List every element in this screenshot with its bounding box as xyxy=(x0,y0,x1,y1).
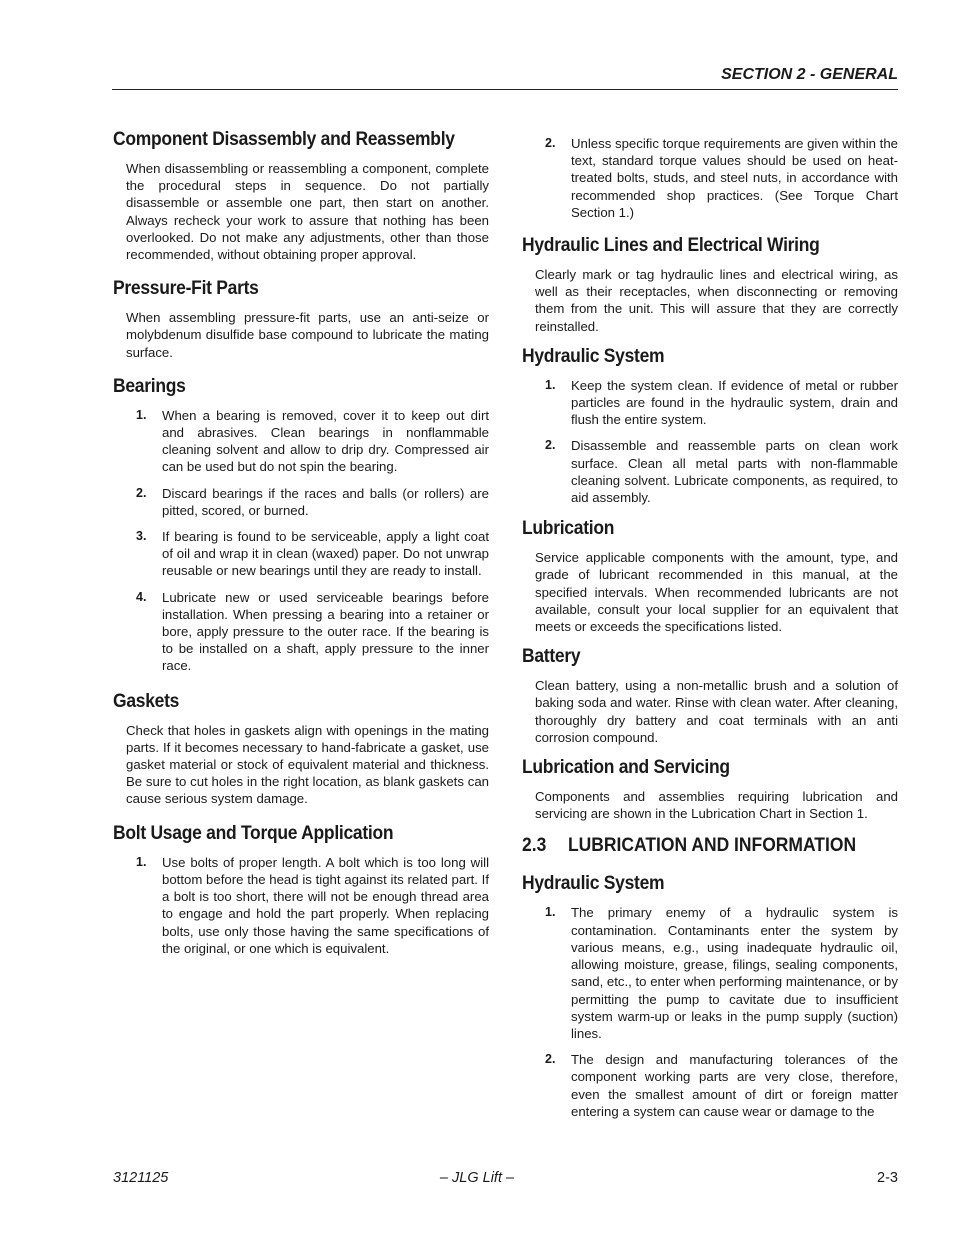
bearings-list xyxy=(113,407,489,675)
list-number: 1. xyxy=(136,854,147,869)
paragraph-gaskets: Check that holes in gaskets align with openings in the mating parts. If it becomes necessary to hand-fabricate a gasket, use gasket material or stock of equivalent material and thickness. Be sure to cut holes in the right location, as blank gaskets can cause serious system damage. xyxy=(126,722,489,807)
bolt-usage-list xyxy=(113,854,489,957)
list-text: When a bearing is removed, cover it to keep out dirt and abrasives. Clean bearings in nonflammable cleaning solvent and allow to drip dry. Compressed air can be used but do not spin the bearing. xyxy=(162,407,489,475)
list-text: Use bolts of proper length. A bolt which is too long will bottom before the head is tight against its related part. If a bolt is too short, there will not be enough thread area to engage and hold the part properly. When replacing bolts, use only those having the same specifications of the original, or one which is equivalent. xyxy=(162,854,489,956)
list-text: Lubricate new or used serviceable bearings before installation. When pressing a bearing into a retainer or bore, apply pressure to the outer race. If the bearing is to be installed on a shaft, apply pressure to the inner race. xyxy=(162,589,489,674)
list-item xyxy=(522,904,898,1042)
bolt-usage-list-continued xyxy=(522,135,898,221)
doc-number: 3121125 xyxy=(113,1170,169,1186)
section-title: LUBRICATION AND INFORMATION xyxy=(568,835,857,857)
list-item xyxy=(113,485,489,519)
list-item xyxy=(113,854,489,957)
list-item xyxy=(113,589,489,675)
heading-hydraulic-system: Hydraulic System xyxy=(522,345,665,367)
hydraulic-system-list xyxy=(522,377,898,506)
list-number: 4. xyxy=(136,589,147,604)
heading-lubrication-servicing: Lubrication and Servicing xyxy=(522,757,730,779)
heading-hydraulic-system-2: Hydraulic System xyxy=(522,873,665,895)
right-column xyxy=(522,135,898,1129)
list-number: 2. xyxy=(545,136,556,150)
list-item xyxy=(522,135,898,221)
list-text: The primary enemy of a hydraulic system is contamination. Contaminants enter the system by various means, e.g., using inadequate hydraulic oil, allowing moisture, grease, filings, sealing components, sand, etc., to enter when performing maintenance, or by permitting the pump to cavitate due to insufficient system warm-up or leaks in the pump supply (suction) lines. xyxy=(571,905,898,1041)
left-column xyxy=(113,128,489,966)
list-text: The design and manufacturing tolerances of the component working parts are very close, therefore, even the smallest amount of dirt or foreign matter entering a system can cause wear or damage to the xyxy=(571,1052,898,1119)
paragraph-lubrication: Service applicable components with the amount, type, and grade of lubricant recommended in this manual, at the specified intervals. When recommended lubricants are not available, consult your local supplier for an equivalent that meets or exceeds the specifications listed. xyxy=(535,550,898,635)
list-number: 2. xyxy=(545,1052,556,1067)
paragraph-lubrication-servicing: Components and assemblies requiring lubrication and servicing are shown in the Lubrication Chart in Section 1. xyxy=(535,789,898,822)
heading-bolt-usage: Bolt Usage and Torque Application xyxy=(113,822,394,844)
list-item xyxy=(522,377,898,429)
heading-hydraulic-lines: Hydraulic Lines and Electrical Wiring xyxy=(522,235,820,257)
list-text: If bearing is found to be serviceable, apply a light coat of oil and wrap it in clean (waxed) paper. Do not unwrap reusable or new bearings until they are ready to install. xyxy=(162,529,489,579)
list-text: Discard bearings if the races and balls (or rollers) are pitted, scored, or burned. xyxy=(162,485,489,518)
list-number: 3. xyxy=(136,529,147,544)
footer-brand: – JLG Lift – xyxy=(439,1170,515,1186)
list-text: Disassemble and reassemble parts on clean work surface. Clean all metal parts with non-flammable cleaning solvent. Lubricate components, as required, to aid assembly. xyxy=(571,438,898,506)
list-number: 2. xyxy=(545,438,556,453)
section-header: SECTION 2 - GENERAL xyxy=(721,66,898,83)
heading-gaskets: Gaskets xyxy=(113,690,180,712)
paragraph-hydraulic-lines: Clearly mark or tag hydraulic lines and electrical wiring, as well as their receptacles, when disconnecting or removing them from the unit. This will assure that they are correctly reinstalled. xyxy=(535,267,898,334)
paragraph-battery: Clean battery, using a non-metallic brush and a solution of baking soda and water. Rinse with clean water. After cleaning, thoroughly dry battery and coat terminals with an anti corrosion compound. xyxy=(535,678,898,745)
section-number: 2.3 xyxy=(522,835,547,857)
heading-pressure-fit: Pressure-Fit Parts xyxy=(113,278,259,300)
list-item xyxy=(113,528,489,580)
heading-battery: Battery xyxy=(522,646,581,668)
list-number: 1. xyxy=(136,407,147,422)
heading-component-disassembly: Component Disassembly and Reassembly xyxy=(113,129,455,150)
paragraph-pressure-fit: When assembling pressure-fit parts, use an anti-seize or molybdenum disulfide base compound to lubricate the mating surface. xyxy=(126,310,489,360)
page-number: 2-3 xyxy=(877,1170,898,1186)
list-number: 2. xyxy=(136,485,147,500)
section-heading-2-3 xyxy=(522,834,868,858)
list-item xyxy=(522,1051,898,1120)
header-divider xyxy=(112,89,898,90)
list-text: Keep the system clean. If evidence of metal or rubber particles are found in the hydraulic system, drain and flush the entire system. xyxy=(571,377,898,428)
list-number: 1. xyxy=(545,377,556,392)
list-text: Unless specific torque requirements are given within the text, standard torque values should be used on heat-treated bolts, studs, and steel nuts, in accordance with recommended shop practices. (See Torque Chart Section 1.) xyxy=(571,136,898,220)
list-item xyxy=(113,407,489,476)
paragraph-component-disassembly: When disassembling or reassembling a component, complete the procedural steps in sequence. Do not partially disassemble or assemble one part, then start on another. Always recheck your work to assure that nothing has been overlooked. Do not make any adjustments, other than those recommended, without obtaining proper approval. xyxy=(126,161,489,263)
list-number: 1. xyxy=(545,905,556,920)
list-item xyxy=(522,437,898,506)
heading-lubrication: Lubrication xyxy=(522,518,615,540)
hydraulic-system-2-list xyxy=(522,904,898,1119)
heading-bearings: Bearings xyxy=(113,375,186,397)
